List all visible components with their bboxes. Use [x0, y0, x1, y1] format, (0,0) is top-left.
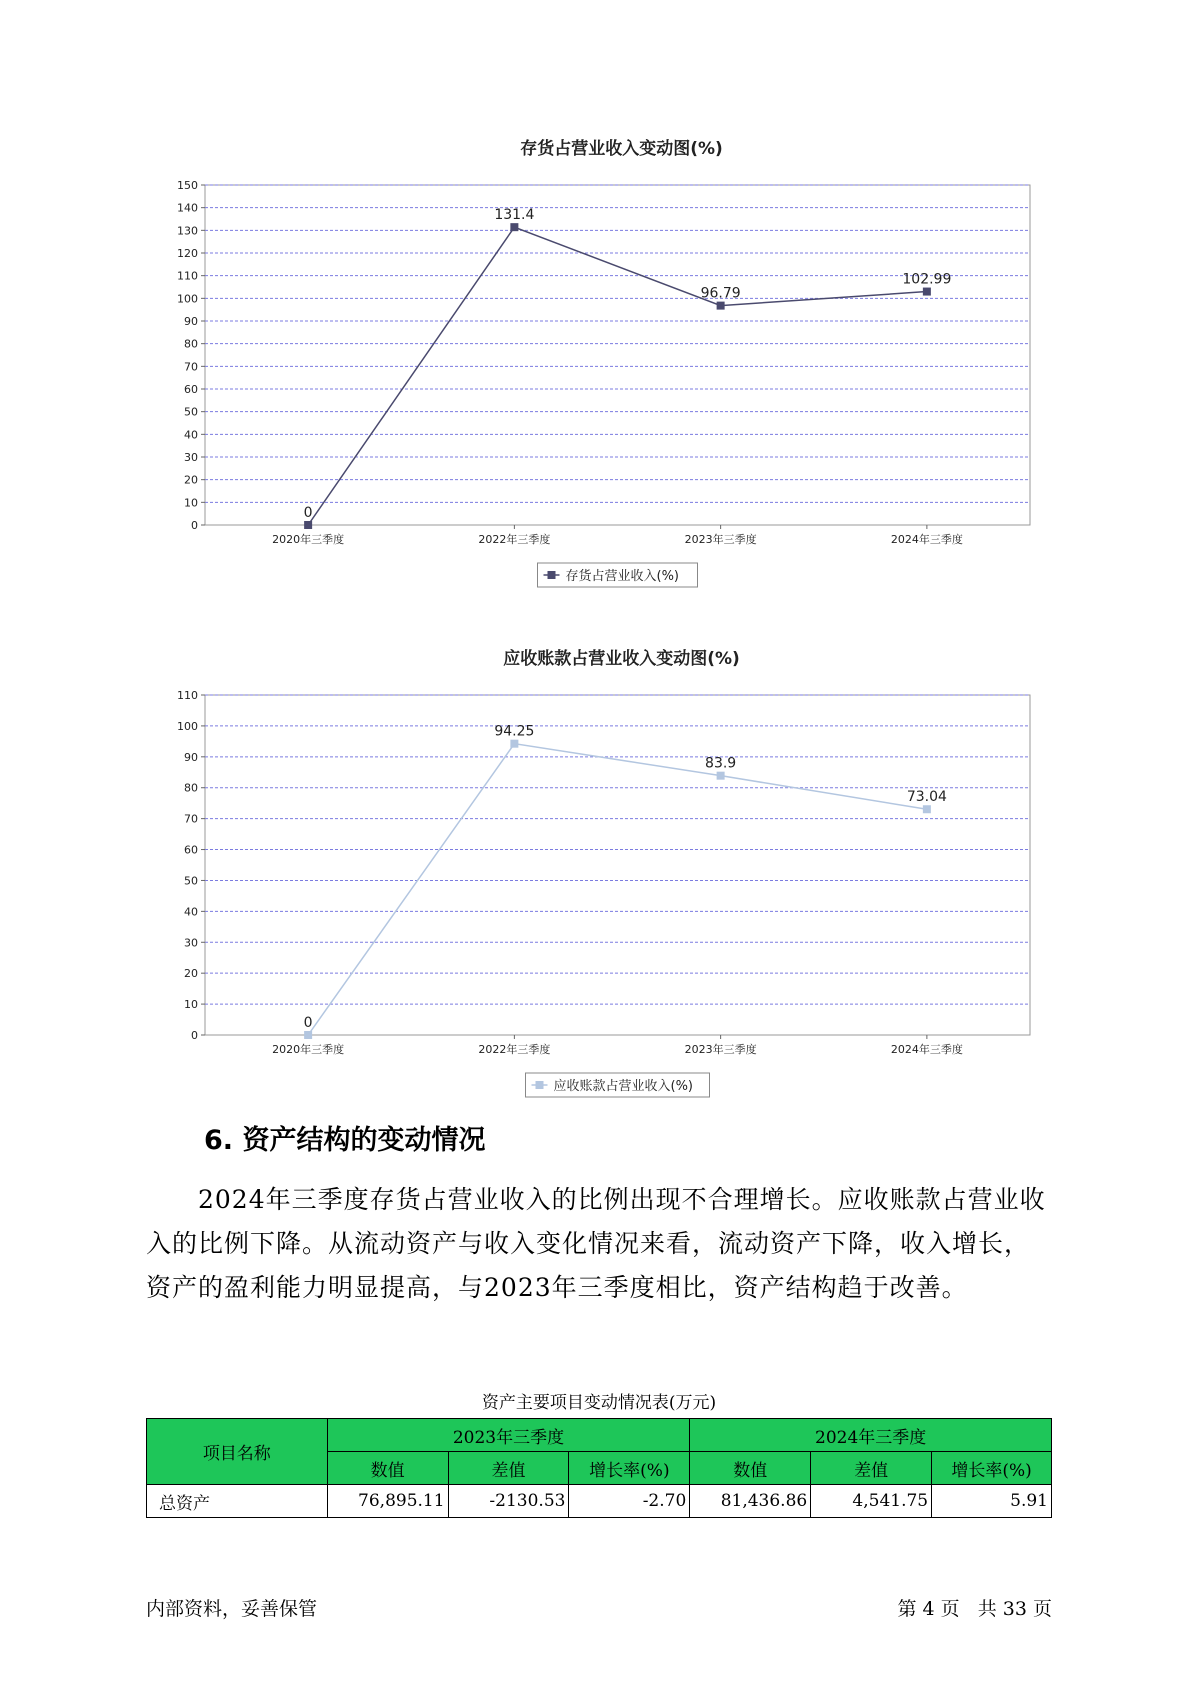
- subheader-growth: 增长率(%): [932, 1452, 1052, 1485]
- plot-area: [205, 185, 1030, 525]
- y-tick-label: 90: [184, 315, 198, 328]
- data-point: [304, 521, 312, 529]
- y-tick-label: 50: [184, 405, 198, 419]
- table-header-row: [147, 1419, 1052, 1452]
- data-point: [510, 223, 518, 231]
- y-tick-label: 40: [184, 428, 198, 442]
- header-period: 2023年三季度: [327, 1419, 690, 1452]
- y-tick-label: 150: [177, 179, 198, 192]
- footer-left: 内部资料，妥善保管: [146, 1598, 318, 1620]
- section-paragraph: 2024年三季度存货占营业收入的比例出现不合理增长。应收账款占营业收入的比例下降。从流动资产与收入变化情况来看，流动资产下降，收入增长，资产的盈利能力明显提高，与2023年三季度相比，资产结构趋于改善。: [146, 1185, 1046, 1302]
- data-label: 0: [303, 505, 313, 521]
- x-tick-label: 2022年三季度: [478, 533, 551, 546]
- inventory-chart: [140, 130, 1040, 584]
- y-tick-label: 130: [177, 224, 198, 238]
- y-tick-label: 110: [177, 689, 198, 702]
- legend-marker: [548, 571, 556, 579]
- data-point: [923, 805, 931, 813]
- subheader-diff: 差值: [811, 1452, 932, 1485]
- data-point: [717, 302, 725, 310]
- legend-label: 存货占营业收入(%): [565, 569, 679, 584]
- y-tick-label: 80: [184, 781, 198, 795]
- data-point: [923, 288, 931, 296]
- subheader-value: 数值: [327, 1452, 448, 1485]
- y-tick-label: 40: [184, 905, 198, 919]
- x-tick-label: 2022年三季度: [478, 1043, 551, 1056]
- y-tick-label: 60: [184, 383, 198, 396]
- subheader-diff: 差值: [448, 1452, 569, 1485]
- cell: 81,436.86: [690, 1485, 811, 1518]
- cell: 4,541.75: [811, 1485, 932, 1518]
- chart-title: 应收账款占营业收入变动图(%): [503, 649, 740, 669]
- subheader-growth: 增长率(%): [569, 1452, 690, 1485]
- header-period: 2024年三季度: [690, 1419, 1052, 1452]
- data-label: 94.25: [494, 723, 535, 740]
- x-tick-label: 2023年三季度: [684, 533, 757, 546]
- header-item-name: 项目名称: [147, 1419, 328, 1485]
- subheader-value: 数值: [690, 1452, 811, 1485]
- y-tick-label: 10: [184, 496, 198, 510]
- y-tick-label: 120: [177, 247, 198, 260]
- section-heading: 6. 资产结构的变动情况: [204, 1125, 486, 1156]
- plot-area: [205, 695, 1030, 1035]
- x-tick-label: 2024年三季度: [890, 1043, 963, 1056]
- table-caption: 资产主要项目变动情况表(万元): [481, 1393, 717, 1413]
- legend-label: 应收账款占营业收入(%): [553, 1079, 693, 1094]
- inventory-chart-svg: [140, 130, 1040, 584]
- y-tick-label: 70: [184, 812, 198, 826]
- cell: -2130.53: [448, 1485, 569, 1518]
- data-point: [304, 1031, 312, 1039]
- cell: -2.70: [569, 1485, 690, 1518]
- y-tick-label: 30: [184, 936, 198, 950]
- data-label: 0: [303, 1015, 313, 1031]
- table-row: [147, 1485, 1052, 1518]
- y-tick-label: 100: [177, 292, 198, 306]
- receivables-chart: [140, 640, 1040, 1094]
- y-tick-label: 0: [191, 519, 198, 532]
- y-tick-label: 20: [184, 967, 198, 981]
- y-tick-label: 100: [177, 719, 198, 733]
- y-tick-label: 90: [184, 750, 198, 764]
- data-label: 131.4: [494, 207, 535, 224]
- legend-marker: [536, 1081, 544, 1089]
- data-label: 96.79: [700, 285, 741, 302]
- cell: 76,895.11: [327, 1485, 448, 1518]
- data-label: 102.99: [902, 271, 952, 288]
- x-tick-label: 2020年三季度: [272, 1043, 345, 1056]
- data-point: [717, 772, 725, 780]
- x-tick-label: 2020年三季度: [272, 533, 345, 546]
- cell: 5.91: [932, 1485, 1052, 1518]
- data-label: 73.04: [906, 789, 947, 806]
- y-tick-label: 10: [184, 998, 198, 1012]
- x-tick-label: 2024年三季度: [890, 533, 963, 546]
- data-label: 83.9: [705, 755, 737, 772]
- y-tick-label: 20: [184, 473, 198, 487]
- y-tick-label: 50: [184, 874, 198, 888]
- chart-title: 存货占营业收入变动图(%): [520, 139, 723, 159]
- y-tick-label: 70: [184, 360, 198, 374]
- row-name: 总资产: [147, 1485, 328, 1518]
- y-tick-label: 30: [184, 451, 198, 464]
- data-point: [510, 740, 518, 748]
- x-tick-label: 2023年三季度: [684, 1043, 757, 1056]
- y-tick-label: 60: [184, 843, 198, 857]
- y-tick-label: 80: [184, 337, 198, 351]
- y-tick-label: 0: [191, 1029, 198, 1042]
- y-tick-label: 140: [177, 201, 198, 215]
- assets-table: [146, 1418, 1052, 1518]
- y-tick-label: 110: [177, 269, 198, 283]
- footer-right: 第 4 页 共 33 页: [897, 1598, 1052, 1620]
- receivables-chart-svg: [140, 640, 1040, 1094]
